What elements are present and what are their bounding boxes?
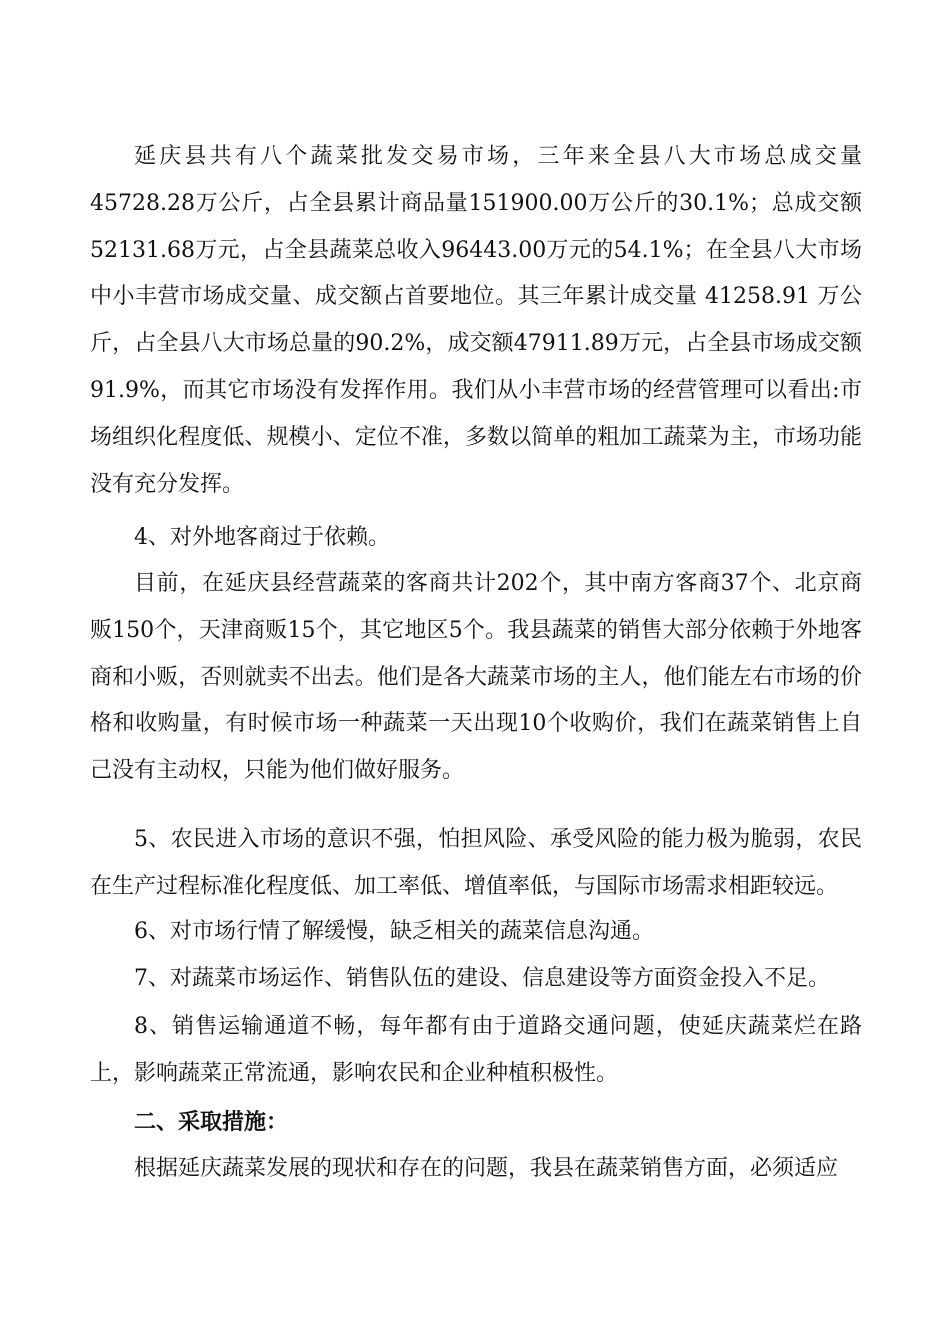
paragraph-point-4-heading: 4、对外地客商过于依赖。 (134, 525, 390, 550)
section-heading-measures: 二、采取措施： (134, 1109, 289, 1135)
paragraph-market-stats: 延庆县共有八个蔬菜批发交易市场，三年来全县八大市场总成交量45728.28万公斤，占全县累计商品量151900.00万公斤的30.1%；总成交额52131.68万元，占全县蔬菜总收入96443.00万元的54.1%；在全县八大市场中小丰营市场成交量、成交额占首要地位。其三年累计成交量 41258.91 万公斤，占全县八大市场总量的90.2%，成交额47911.89万元，占全县市场成交额91.9%，而其它市场没有发挥作用。我们从小丰营市场的经营管理可以看出:市场组织化程度低、规模小、定位不准，多数以简单的粗加工蔬菜为主，市场功能没有充分发挥。 (90, 144, 862, 497)
paragraph-merchants: 目前，在延庆县经营蔬菜的客商共计202个，其中南方客商37个、北京商贩150个，天津商贩15个，其它地区5个。我县蔬菜的销售大部分依赖于外地客商和小贩，否则就卖不出去。他们是各大蔬菜市场的主人，他们能左右市场的价格和收购量，有时候市场一种蔬菜一天出现10个收购价，我们在蔬菜销售上自己没有主动权，只能为他们做好服务。 (90, 571, 862, 784)
paragraph-measures-intro: 根据延庆蔬菜发展的现状和存在的问题，我县在蔬菜销售方面，必须适应 (134, 1156, 839, 1181)
paragraph-point-5: 5、农民进入市场的意识不强，怕担风险、承受风险的能力极为脆弱，农民在生产过程标准化程度低、加工率低、增值率低，与国际市场需求相距较远。 (90, 827, 862, 899)
paragraph-point-6: 6、对市场行情了解缓慢，缺乏相关的蔬菜信息沟通。 (134, 919, 654, 944)
paragraph-point-7: 7、对蔬菜市场运作、销售队伍的建设、信息建设等方面资金投入不足。 (134, 966, 830, 991)
paragraph-point-8: 8、销售运输通道不畅，每年都有由于道路交通问题，使延庆蔬菜烂在路上，影响蔬菜正常流通，影响农民和企业种植积极性。 (90, 1014, 862, 1086)
